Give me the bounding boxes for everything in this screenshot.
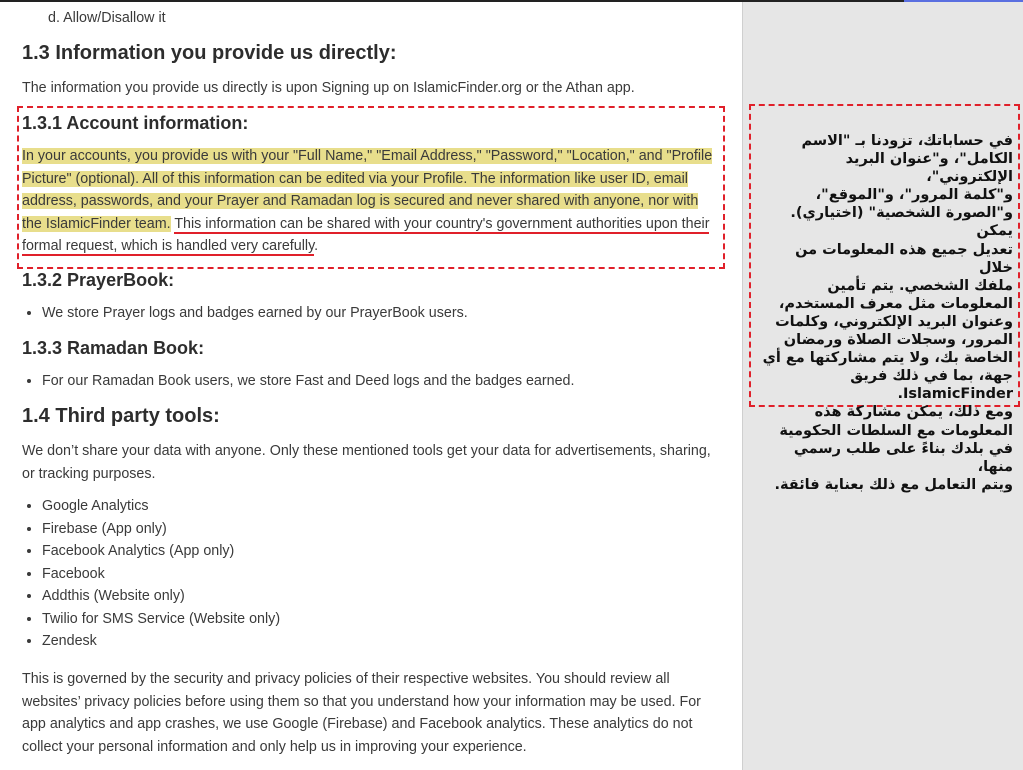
section-1-4-intro: We don’t share your data with anyone. Only these mentioned tools get your data for advertisements, sharing, or tracking purposes.: [22, 443, 711, 482]
list-item: • Google Analytics: [42, 495, 280, 518]
arabic-line: تعديل جميع هذه المعلومات من خلال: [795, 241, 1013, 276]
section-1-3-2-heading: 1.3.2 PrayerBook:: [22, 270, 175, 290]
arabic-line: و"كلمة المرور"، و"الموقع"،: [815, 187, 1013, 204]
arabic-line: ملفك الشخصي. يتم تأمين: [827, 277, 1013, 294]
section-1-3-heading: 1.3 Information you provide us directly:: [22, 42, 397, 64]
list-item: • For our Ramadan Book users, we store Fast and Deed logs and the badges earned.: [42, 370, 574, 393]
list-item: • We store Prayer logs and badges earned by our PrayerBook users.: [42, 302, 468, 325]
arabic-line: المعلومات مع السلطات الحكومية: [779, 422, 1013, 439]
account-info-paragraph: [22, 145, 722, 258]
arabic-line: جهة، بما في ذلك فريق IslamicFinder.: [850, 368, 1013, 403]
arabic-line: الكامل"، و"عنوان البريد الإلكتروني"،: [845, 151, 1013, 186]
highlighted-text: In your accounts, you provide us with your "Full Name," "Email Address," "Password," "Location," and "Profile Picture" (optional). All of this information can be edited via your Profile. The information like user ID, email address, passwords, and your Prayer and Ramadan log is secured and never shared with anyone, nor with the IslamicFinder team.: [22, 148, 713, 232]
arabic-line: الخاصة بك، ولا يتم مشاركتها مع أي: [762, 350, 1013, 367]
prev-list-item: d. Allow/Disallow it: [48, 10, 166, 26]
list-item: • Facebook Analytics (App only): [42, 540, 280, 563]
section-1-3-intro: The information you provide us directly is upon Signing up on IslamicFinder.org or the Athan app.: [22, 80, 635, 96]
arabic-line: ويتم التعامل مع ذلك بعناية فائقة.: [774, 476, 1013, 493]
section-1-3-3-heading: 1.3.3 Ramadan Book:: [22, 338, 205, 358]
section-1-4-heading: 1.4 Third party tools:: [22, 405, 220, 427]
list-item: • Zendesk: [42, 630, 280, 653]
prayerbook-list: [22, 302, 468, 325]
list-item: • Twilio for SMS Service (Website only): [42, 608, 280, 631]
arabic-line: المعلومات مثل معرف المستخدم،: [778, 295, 1013, 312]
section-1-3-1-heading: 1.3.1 Account information:: [22, 113, 249, 133]
ramadan-book-list: [22, 370, 574, 393]
sentence-end: .: [314, 238, 319, 254]
section-1-4-outro: This is governed by the security and privacy policies of their respective websites. You should review all websites’ privacy policies before using them so that you understand how your information may be used. For app analytics and app crashes, we use Google (Firebase) and Facebook analytics. These analytics do not collect your personal information and only help us in improving your experience.: [22, 671, 701, 755]
arabic-line: ومع ذلك، يمكن مشاركة هذه: [814, 404, 1013, 421]
list-item: • Facebook: [42, 563, 280, 586]
list-item: • Firebase (App only): [42, 518, 280, 541]
list-item: • Addthis (Website only): [42, 585, 280, 608]
underlined-text: This information can be shared with your country's government authorities upon their formal request, which is handled very carefully: [22, 215, 710, 254]
arabic-line: في حساباتك، تزودنا بـ "الاسم: [801, 133, 1013, 149]
arabic-line: وعنوان البريد الإلكتروني، وكلمات: [775, 313, 1013, 330]
arabic-line: المرور، وسجلات الصلاة ورمضان: [783, 332, 1013, 349]
arabic-translation: [757, 132, 1013, 494]
arabic-line: في بلدك بناءً على طلب رسمي منها،: [793, 440, 1013, 475]
arabic-line: و"الصورة الشخصية" (اختياري). يمكن: [790, 205, 1013, 240]
third-party-tools-list: [22, 495, 280, 653]
